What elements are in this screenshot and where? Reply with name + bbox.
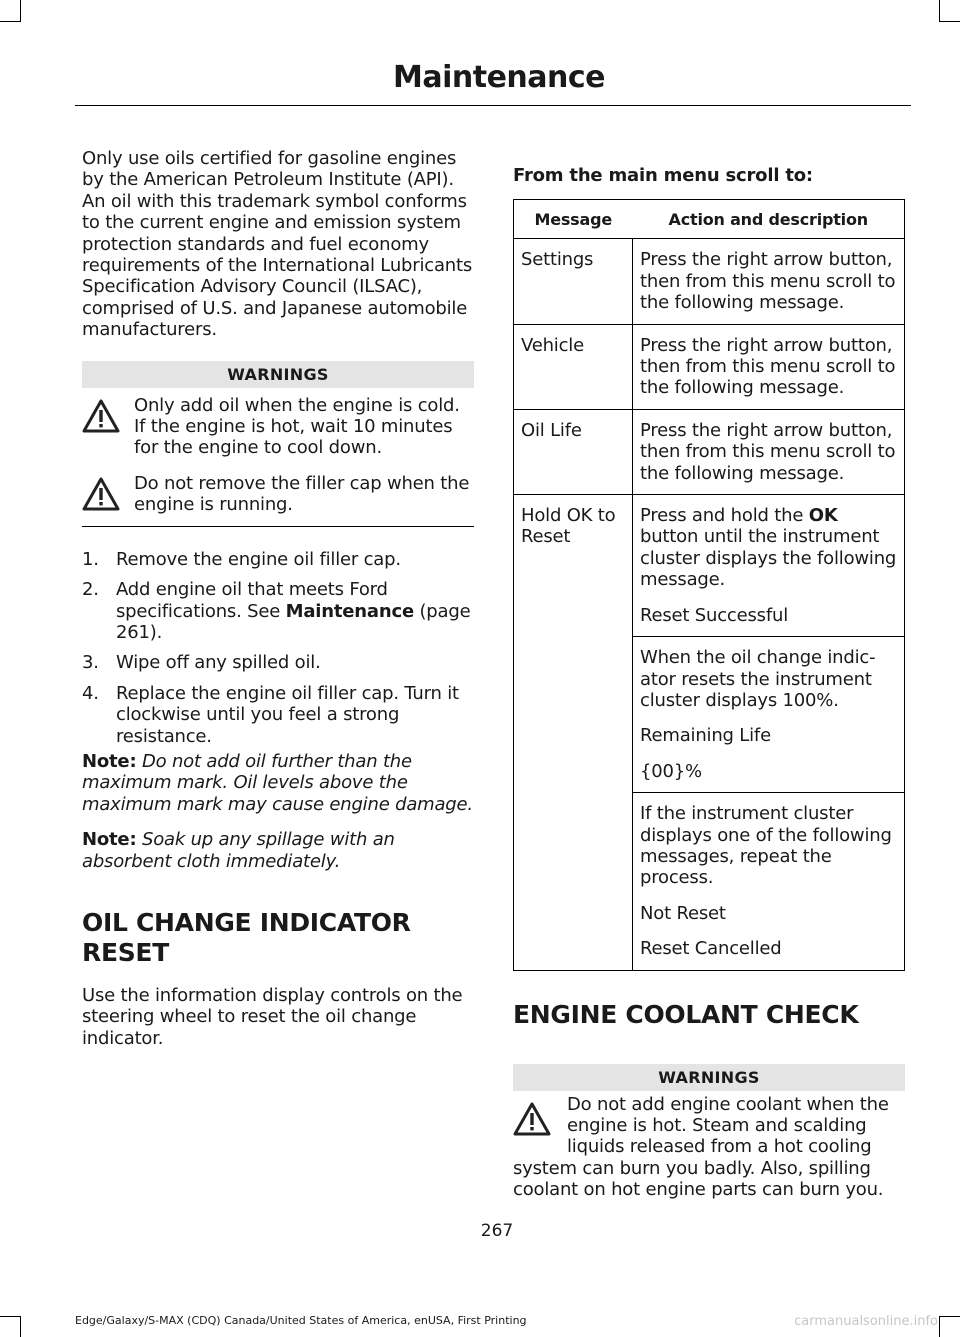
note-oil-level [82, 751, 474, 815]
page-number: 267 [480, 1221, 514, 1241]
action-text-part: button until the instrument cluster displays the following message. [640, 526, 897, 591]
page-header-title: Maintenance [393, 60, 606, 95]
list-item [82, 579, 474, 643]
display-message: Reset Cancelled [640, 938, 782, 960]
warning-triangle-icon [82, 395, 134, 459]
action-cell [633, 637, 905, 793]
action-text [640, 505, 898, 591]
action-cell: Press the right arrow button, then from this menu scroll to the following message. [633, 324, 905, 409]
action-text-part: Press and hold the [640, 505, 809, 527]
message-cell: Oil Life [514, 409, 633, 494]
oil-intro-paragraph: Only use oils certified for gasoline engines by the American Petroleum Institute (API). An oil with this trademark symbol conforms to the current engine and emission system protection standards and fuel economy requirements of the International Lubricants Specification Advisory Council (ILSAC), comprised of U.S. and Japanese automobile manufacturers. [82, 148, 473, 341]
step-number: 3. [82, 652, 99, 674]
oil-steps-list [82, 549, 474, 747]
section-title-line: OIL CHANGE INDICATOR [82, 907, 411, 937]
crop-mark [0, 1316, 20, 1317]
header-rule [75, 105, 911, 106]
footer-text: Edge/Galaxy/S-MAX (CDQ) Canada/United States of America, enUSA, First Printing [75, 1314, 527, 1327]
message-cell: Vehicle [514, 324, 633, 409]
display-message: Not Reset [640, 902, 726, 924]
crop-mark [20, 0, 21, 22]
table-row [514, 495, 905, 637]
warning-triangle-icon [513, 1094, 567, 1154]
list-item [82, 683, 474, 747]
table-row [514, 239, 905, 324]
step-text-part: Add engine oil that meets Ford specifications. See [116, 579, 388, 622]
action-cell: Press the right arrow button, then from this menu scroll to the following message. [633, 409, 905, 494]
step-number: 4. [82, 682, 99, 704]
warning-item [82, 473, 474, 516]
step-number: 2. [82, 579, 99, 601]
step-text [116, 579, 474, 643]
note-label: Note: [82, 750, 137, 772]
section-title-oil-change-reset [82, 908, 474, 967]
action-cell: Press the right arrow button, then from this menu scroll to the following message. [633, 239, 905, 324]
message-cell: Settings [514, 239, 633, 324]
crop-mark [0, 21, 20, 22]
scroll-heading: From the main menu scroll to: [513, 165, 813, 186]
left-column [82, 148, 474, 1049]
step-text-part: (page 261). [116, 600, 471, 643]
action-text: If the instrument cluster displays one of the following messages, repeat the process. [640, 803, 892, 889]
warnings-title: WARNINGS [82, 361, 474, 388]
crop-mark [20, 1316, 21, 1337]
warning-text: Do not remove the filler cap when the engine is running. [134, 472, 470, 516]
step-text: Replace the engine oil filler cap. Turn it clockwise until you feel a strong resistance. [116, 682, 459, 747]
display-message: {00}% [640, 760, 702, 782]
note-label: Note: [82, 829, 137, 851]
section-paragraph: Use the information display controls on the steering wheel to reset the oil change indicator. [82, 984, 463, 1049]
action-cell [633, 495, 905, 637]
column-header-action: Action and description [633, 200, 905, 239]
note-text: Do not add oil further than the maximum mark. Oil levels above the maximum mark may cause engine damage. [82, 750, 473, 815]
display-message: Reset Successful [640, 604, 789, 626]
crop-mark [939, 1316, 940, 1337]
right-column [513, 165, 905, 1201]
warnings-title: WARNINGS [513, 1064, 905, 1091]
table-header-row [514, 200, 905, 239]
note-spillage [82, 829, 474, 872]
section-title-line: RESET [82, 937, 169, 967]
column-header-message: Message [514, 200, 633, 239]
warning-text: Only add oil when the engine is cold. If the engine is hot, wait 10 minutes for the engine to cool down. [134, 394, 460, 459]
action-text: When the oil change indic-ator resets the instrument cluster displays 100%. [640, 647, 876, 711]
warning-item [513, 1094, 905, 1201]
step-number: 1. [82, 548, 99, 570]
table-row [514, 409, 905, 494]
crop-mark [939, 0, 940, 22]
table-row [514, 324, 905, 409]
note-text: Soak up any spillage with an absorbent cloth immediately. [82, 829, 395, 872]
message-cell: Hold OK to Reset [514, 495, 633, 971]
list-item [82, 652, 474, 673]
step-text: Wipe off any spilled oil. [116, 652, 321, 674]
action-cell [633, 793, 905, 970]
display-message: Remaining Life [640, 725, 771, 747]
step-text: Remove the engine oil filler cap. [116, 548, 401, 570]
section-title-coolant-check: ENGINE COOLANT CHECK [513, 999, 859, 1029]
maintenance-link[interactable]: Maintenance [285, 600, 414, 622]
warning-triangle-icon [82, 473, 134, 516]
warning-item [82, 395, 474, 459]
watermark: carmanualsonline.info [794, 1314, 938, 1329]
ok-button-label: OK [808, 505, 838, 527]
list-item [82, 549, 474, 570]
warning-text: Do not add engine coolant when the engine is hot. Steam and scalding liquids released from a hot cooling system can burn you badly. Also, spilling coolant on hot engine parts can burn you. [513, 1093, 889, 1201]
message-table [513, 199, 905, 970]
crop-mark [940, 1316, 960, 1317]
crop-mark [940, 21, 960, 22]
